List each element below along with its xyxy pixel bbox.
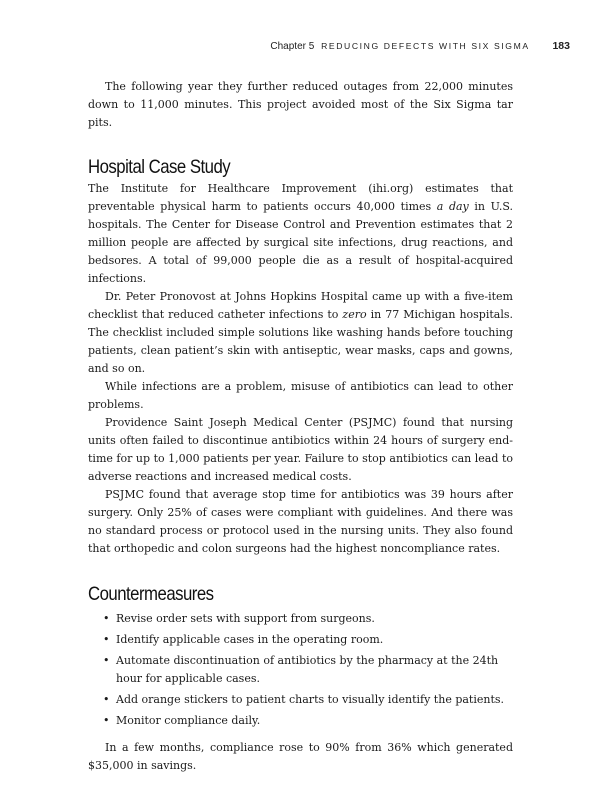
list-item	[103, 652, 513, 688]
list-item	[103, 631, 513, 649]
list-item-text: Revise order sets with support from surgeons.	[116, 612, 375, 625]
list-item	[103, 691, 513, 709]
hospital-paragraph-1	[88, 180, 513, 288]
page-number: 183	[552, 40, 570, 52]
hospital-paragraph-3: While infections are a problem, misuse of antibiotics can lead to other problems.	[88, 380, 513, 411]
chapter-title: REDUCING DEFECTS WITH SIX SIGMA	[321, 41, 530, 51]
hospital-p2-text-a: Dr. Peter Pronovost at Johns Hopkins Hospital came up with a five-item checklist that reduced catheter infections to	[88, 290, 513, 321]
bullet-icon: •	[103, 612, 110, 625]
chapter-label: Chapter 5	[270, 41, 315, 52]
list-item	[103, 610, 513, 628]
list-item-text: Automate discontinuation of antibiotics by the pharmacy at the 24th hour for applicable cases.	[116, 654, 499, 685]
bullet-icon: •	[103, 714, 110, 727]
list-item-text: Identify applicable cases in the operating room.	[116, 633, 384, 646]
bullet-icon: •	[103, 693, 110, 706]
list-item-text: Monitor compliance daily.	[116, 714, 261, 727]
hospital-paragraph-5: PSJMC found that average stop time for antibiotics was 39 hours after surgery. Only 25% of cases were compliant with guidelines. And there was no standard process or protocol used in the nursing units. They also found that orthopedic and colon surgeons had the highest noncompliance rates.	[88, 488, 513, 555]
hospital-p1-text-a: The Institute for Healthcare Improvement (ihi.org) estimates that preventable physical harm to patients occurs 40,000 times	[88, 182, 513, 213]
hospital-paragraph-2	[88, 288, 513, 378]
intro-paragraph: The following year they further reduced outages from 22,000 minutes down to 11,000 minutes. This project avoided most of the Six Sigma tar pits.	[88, 80, 513, 129]
page-body	[88, 78, 513, 775]
list-item-text: Add orange stickers to patient charts to visually identify the patients.	[116, 693, 505, 706]
hospital-paragraph-4: Providence Saint Joseph Medical Center (PSJMC) found that nursing units often failed to discontinue antibiotics within 24 hours of surgery end-time for up to 1,000 patients per year. Failure to stop antibiotics can lead to adverse reactions and increased medical costs.	[88, 416, 513, 483]
running-head	[270, 40, 570, 52]
hospital-p2-emphasis: zero	[342, 308, 367, 321]
hospital-p1-emphasis: a day	[436, 200, 469, 213]
section-heading-countermeasures: Countermeasures	[88, 583, 214, 605]
hospital-p1-text-b: in U.S. hospitals. The Center for Disease Control and Prevention estimates that 2 million people are affected by surgical site infections, drug reactions, and bedsores. A total of 99,000 people die as a result of hospital-acquired infections.	[88, 200, 513, 285]
bullet-icon: •	[103, 633, 110, 646]
closing-paragraph: In a few months, compliance rose to 90% from 36% which generated $35,000 in savings.	[88, 741, 513, 772]
section-heading-hospital-case-study: Hospital Case Study	[88, 156, 231, 178]
countermeasures-list	[88, 610, 513, 730]
hospital-p2-text-b: in 77 Michigan hospitals. The checklist included simple solutions like washing hands before touching patients, clean patient’s skin with antiseptic, wear masks, caps and gowns, and so on.	[88, 308, 513, 375]
list-item	[103, 712, 513, 730]
bullet-icon: •	[103, 654, 110, 667]
